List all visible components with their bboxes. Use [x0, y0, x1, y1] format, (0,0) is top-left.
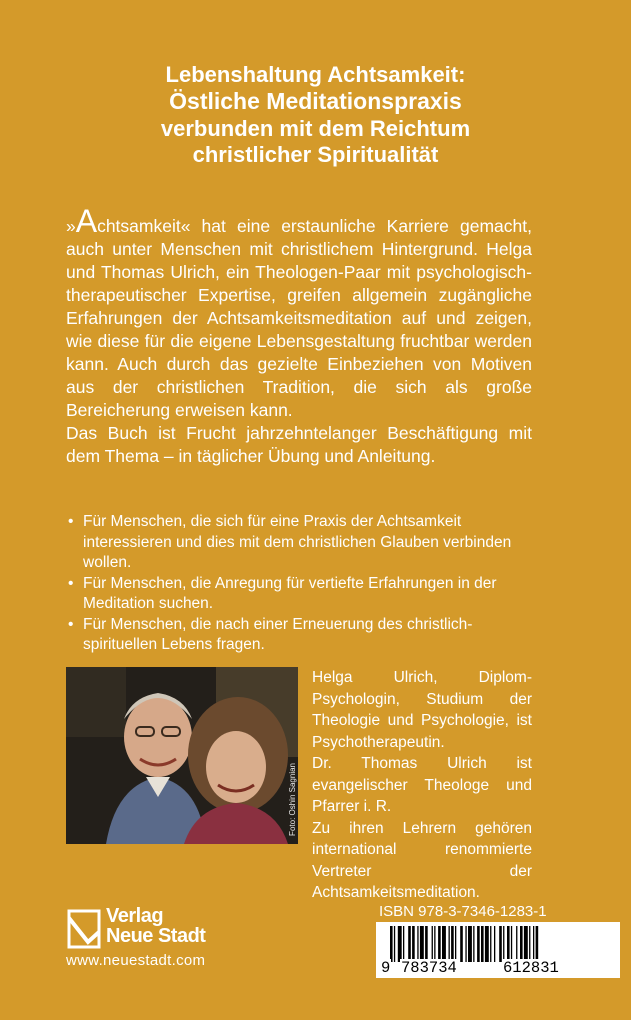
- barcode-digits: [378, 940, 618, 977]
- bullet-icon: •: [68, 615, 74, 633]
- intro-paragraph-2: Das Buch ist Frucht jahrzehntelanger Beschäftigung mit dem Thema – in täglicher Übung und Anleitung.: [66, 423, 532, 466]
- list-item-text: Für Menschen, die nach einer Erneuerung des christlich-spirituellen Lebens fragen.: [83, 615, 473, 653]
- list-item: [66, 574, 532, 615]
- header-line-3: verbunden mit dem Reichtum: [160, 115, 471, 141]
- publisher-website[interactable]: www.neuestadt.com: [66, 952, 206, 969]
- bullet-icon: •: [68, 513, 74, 530]
- bio-paragraph-2: Dr. Thomas Ulrich ist evangelischer Theologe und Pfarrer i. R.: [312, 755, 532, 815]
- intro-paragraph-1-text: chtsamkeit« hat eine erstaunliche Karriere gemacht, auch unter Menschen mit christlichem Hintergrund. Helga und Thomas Ulrich, ein Theologen-Paar mit psychologisch-therapeutischer Expertise, greifen allgemein zugängliche Erfahrungen der Achtsamkeitsmeditation auf und zeigen, wie diese für die eigene Lebensgestaltung fruchtbar werden kann. Auch durch das gezielte Einbeziehen von Motiven aus der christlichen Tradition, die sich als große Bereicherung erweisen kann.: [66, 216, 532, 420]
- publisher-logo-line-1: Verlag: [106, 905, 164, 927]
- intro-text: [66, 203, 532, 468]
- header-line-2: Östliche Meditationspraxis: [169, 88, 462, 115]
- list-item: [66, 512, 532, 574]
- bio-paragraph-1: Helga Ulrich, Diplom-Psychologin, Studium der Theologie und Psychologie, ist Psychotherapeutin.: [312, 669, 532, 751]
- header-line-1: Lebenshaltung Achtsamkeit:: [165, 62, 466, 87]
- author-bio: [312, 667, 532, 904]
- header-line-4: christlicher Spiritualität: [192, 142, 439, 168]
- author-photo: [66, 667, 298, 844]
- isbn-label: ISBN 978-3-7346-1283-1: [379, 903, 547, 920]
- barcode-digit-prefix: 9: [381, 959, 391, 977]
- photo-credit: Foto: Oshin Sagnian: [288, 763, 297, 836]
- publisher-logo: [66, 906, 241, 950]
- publisher-logo-icon: [66, 908, 102, 950]
- list-item-text: Für Menschen, die sich für eine Praxis der Achtsamkeit interessieren und dies mit dem christlichen Glauben verbinden wollen.: [83, 513, 512, 571]
- header-block: [0, 62, 631, 169]
- barcode-digits-right: 612831: [503, 959, 559, 977]
- barcode-digits-left: 783734: [401, 959, 457, 977]
- bio-paragraph-3: Zu ihren Lehrern gehören international renommierte Vertreter der Achtsamkeitsmeditation.: [312, 819, 532, 901]
- quote-open: »: [66, 216, 76, 236]
- initial-letter: A: [75, 203, 98, 239]
- author-photo-illustration: [66, 667, 298, 844]
- intro-paragraph-1: [66, 203, 532, 422]
- list-item-text: Für Menschen, die Anregung für vertiefte Erfahrungen in der Meditation suchen.: [83, 574, 497, 612]
- target-audience-list: [66, 512, 532, 656]
- publisher-logo-text: [106, 906, 205, 946]
- bullet-icon: •: [68, 574, 74, 592]
- list-item: [66, 615, 532, 656]
- publisher-logo-line-2: Neue Stadt: [106, 925, 206, 947]
